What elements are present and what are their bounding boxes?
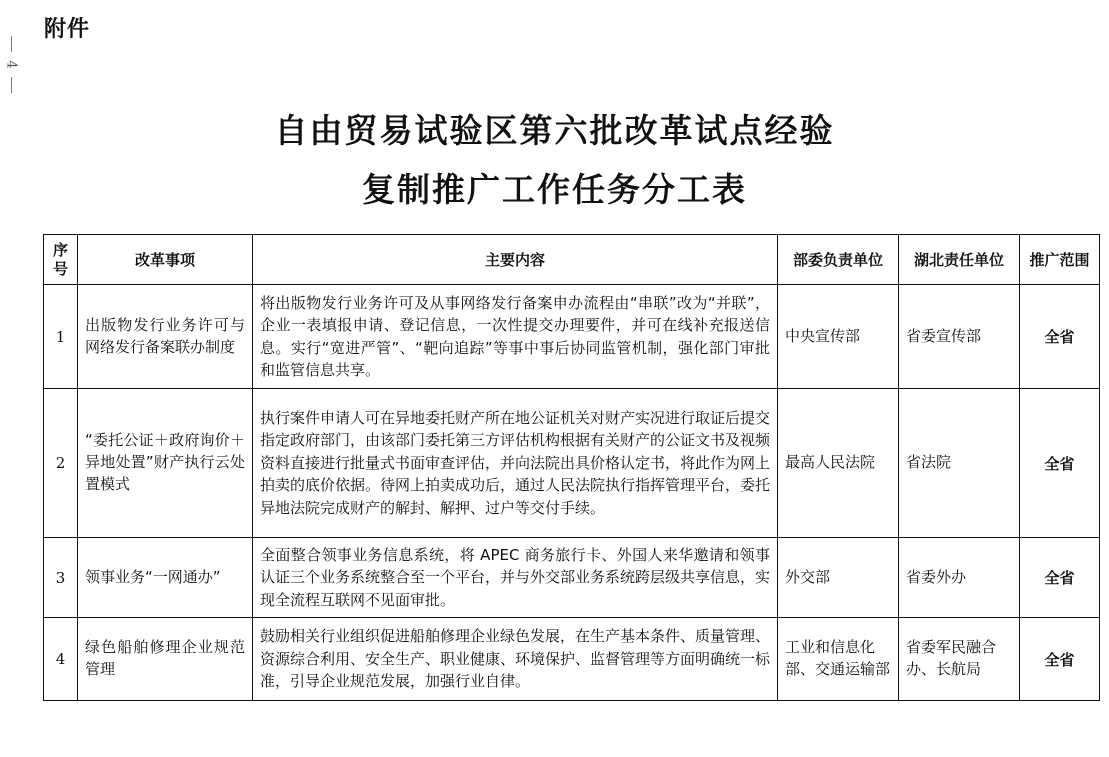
row-item: 出版物发行业务许可与网络发行备案联办制度 bbox=[78, 285, 253, 389]
row-content: 将出版物发行业务许可及从事网络发行备案申办流程由“串联”改为“并联”，企业一表填报申请、登记信息，一次性提交办理要件，并可在线补充报送信息。实行“宽进严管”、“靶向追踪”等事中事后协同监管机制，强化部门审批和监管信息共享。 bbox=[253, 285, 778, 389]
row-hubei: 省法院 bbox=[899, 389, 1020, 538]
page-number-marker bbox=[2, 36, 20, 93]
header-seq-bottom: 号 bbox=[52, 259, 68, 278]
page-marker-bar-bottom bbox=[11, 77, 12, 93]
row-seq: 1 bbox=[44, 285, 78, 389]
row-item: “委托公证＋政府询价＋异地处置”财产执行云处置模式 bbox=[78, 389, 253, 538]
row-seq: 4 bbox=[44, 618, 78, 701]
table-row bbox=[44, 389, 1100, 538]
row-scope: 全省 bbox=[1020, 618, 1100, 701]
row-hubei: 省委外办 bbox=[899, 538, 1020, 618]
row-seq: 3 bbox=[44, 538, 78, 618]
row-content: 全面整合领事业务信息系统，将 APEC 商务旅行卡、外国人来华邀请和领事认证三个业务系统整合至一个平台，并与外交部业务系统跨层级共享信息，实现全流程互联网不见面审批。 bbox=[253, 538, 778, 618]
table-header-row bbox=[44, 235, 1100, 285]
document-title-line2: 复制推广工作任务分工表 bbox=[362, 170, 747, 209]
row-hubei: 省委军民融合办、长航局 bbox=[899, 618, 1020, 701]
table-row bbox=[44, 618, 1100, 701]
page-marker-bar-top bbox=[11, 36, 12, 52]
attachment-label: 附件 bbox=[44, 17, 91, 42]
row-ministry: 外交部 bbox=[778, 538, 899, 618]
header-hubei: 湖北责任单位 bbox=[899, 235, 1020, 285]
header-scope: 推广范围 bbox=[1020, 235, 1100, 285]
table-row bbox=[44, 285, 1100, 389]
row-scope: 全省 bbox=[1020, 389, 1100, 538]
header-item: 改革事项 bbox=[78, 235, 253, 285]
row-item: 领事业务“一网通办” bbox=[78, 538, 253, 618]
row-ministry: 最高人民法院 bbox=[778, 389, 899, 538]
header-ministry: 部委负责单位 bbox=[778, 235, 899, 285]
header-seq-top: 序 bbox=[52, 240, 68, 259]
row-content: 执行案件申请人可在异地委托财产所在地公证机关对财产实况进行取证后提交指定政府部门，由该部门委托第三方评估机构根据有关财产的公证文书及视频资料直接进行批量式书面审查评估，并向法院出具价格认定书，将此作为网上拍卖的底价依据。待网上拍卖成功后，通过人民法院执行指挥管理平台，委托异地法院完成财产的解封、解押、过户等交付手续。 bbox=[253, 389, 778, 538]
header-content: 主要内容 bbox=[253, 235, 778, 285]
row-scope: 全省 bbox=[1020, 285, 1100, 389]
page-number: 4 bbox=[3, 60, 19, 69]
header-seq bbox=[44, 235, 78, 285]
row-seq: 2 bbox=[44, 389, 78, 538]
document-title-line1: 自由贸易试验区第六批改革试点经验 bbox=[274, 111, 835, 150]
table-row bbox=[44, 538, 1100, 618]
row-item: 绿色船舶修理企业规范管理 bbox=[78, 618, 253, 701]
task-table bbox=[43, 234, 1100, 701]
row-ministry: 中央宣传部 bbox=[778, 285, 899, 389]
row-ministry: 工业和信息化部、交通运输部 bbox=[778, 618, 899, 701]
row-scope: 全省 bbox=[1020, 538, 1100, 618]
row-content: 鼓励相关行业组织促进船舶修理企业绿色发展，在生产基本条件、质量管理、资源综合利用、安全生产、职业健康、环境保护、监督管理等方面明确统一标准，引导企业规范发展，加强行业自律。 bbox=[253, 618, 778, 701]
row-hubei: 省委宣传部 bbox=[899, 285, 1020, 389]
